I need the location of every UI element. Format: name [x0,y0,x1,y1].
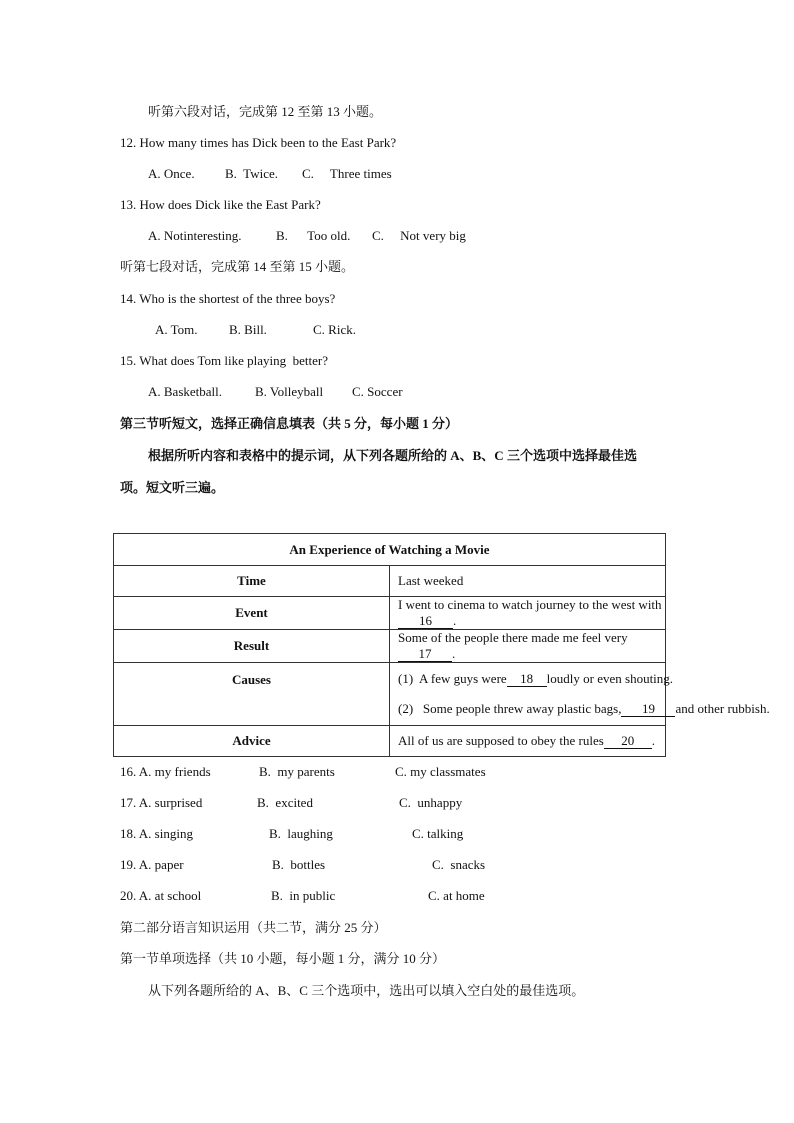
causes-value [390,663,770,726]
time-value: Last weeked [390,566,666,597]
advice-label: Advice [114,726,390,757]
q13-option-a: A. Notinteresting. [148,228,242,243]
question-14: 14. Who is the shortest of the three boys? [120,291,336,306]
question-15: 15. What does Tom like playing better? [120,353,329,368]
advice-text: All of us are supposed to obey the rules [398,733,604,748]
q19-option-c: C. snacks [432,857,486,872]
q12-option-c: C. Three times [302,166,392,181]
blank-19: 19 [621,702,675,717]
q17-option-a: 17. A. surprised [120,795,203,810]
table-row [114,726,666,757]
part-three-instruction-line1: 根据所听内容和表格中的提示词，从下列各题所给的 A、B、C 三个选项中选择最佳选 [148,448,637,463]
q19-option-b: B. bottles [272,857,326,872]
q15-option-b: B. Volleyball [255,384,324,399]
q14-option-c: C. Rick. [313,322,356,337]
q14-option-a: A. Tom. [155,322,198,337]
q19-option-a: 19. A. paper [120,857,184,872]
event-text: I went to cinema to watch journey to the west with [398,597,662,612]
time-label: Time [114,566,390,597]
q12-option-b: B. Twice. [225,166,279,181]
cause-1-tail: loudly or even shouting. [546,671,674,686]
q13-option-b: B. Too old. [276,228,351,243]
q17-option-b: B. excited [257,795,313,810]
q13-option-c: C. Not very big [372,228,466,243]
causes-label: Causes [114,663,390,726]
q16-option-a: 16. A. my friends [120,764,211,779]
q18-option-b: B. laughing [269,826,333,841]
question-13: 13. How does Dick like the East Park? [120,197,321,212]
section-six-instruction: 听第六段对话，完成第 12 至第 13 小题。 [148,104,383,119]
part-three-title: 第三节听短文，选择正确信息填表（共 5 分，每小题 1 分） [120,416,459,431]
table-row [114,663,666,726]
cause-2 [398,701,770,717]
q16-option-b: B. my parents [259,764,335,779]
table-row [114,597,666,630]
q16-option-c: C. my classmates [395,764,486,779]
table-row [114,566,666,597]
blank-20: 20 [604,734,652,749]
q18-option-a: 18. A. singing [120,826,193,841]
q14-option-b: B. Bill. [229,322,267,337]
cause-2-text: (2) Some people threw away plastic bags, [398,701,622,716]
event-label: Event [114,597,390,630]
advice-value: All of us are supposed to obey the rules 20 . [390,726,666,757]
q15-option-c: C. Soccer [352,384,403,399]
question-12: 12. How many times has Dick been to the East Park? [120,135,397,150]
result-text: Some of the people there made me feel very [398,630,628,645]
part-three-instruction-line2: 项。短文听三遍。 [120,480,225,495]
movie-experience-table [113,533,770,757]
table-title: An Experience of Watching a Movie [114,534,666,566]
q15-option-a: A. Basketball. [148,384,223,399]
cause-1-text: (1) A few guys were [398,671,507,686]
cause-1 [398,671,674,687]
event-value: I went to cinema to watch journey to the west with16 . [390,597,666,630]
blank-18: 18 [507,672,547,687]
q20-option-c: C. at home [428,888,485,903]
table-row [114,630,666,663]
q12-option-a: A. Once. [148,166,195,181]
q20-option-b: B. in public [271,888,336,903]
q17-option-c: C. unhappy [399,795,463,810]
section-one-title: 第一节单项选择（共 10 小题，每小题 1 分，满分 10 分） [120,951,446,966]
result-label: Result [114,630,390,663]
blank-16: 16 [398,614,453,629]
section-one-instruction: 从下列各题所给的 A、B、C 三个选项中，选出可以填入空白处的最佳选项。 [148,983,585,998]
result-value: Some of the people there made me feel very17 . [390,630,666,663]
part-two-title: 第二部分语言知识运用（共二节，满分 25 分） [120,920,387,935]
q18-option-c: C. talking [412,826,464,841]
blank-17: 17 [398,647,452,662]
section-seven-instruction: 听第七段对话，完成第 14 至第 15 小题。 [120,259,355,274]
cause-2-tail: and other rubbish. [675,701,770,716]
q20-option-a: 20. A. at school [120,888,202,903]
